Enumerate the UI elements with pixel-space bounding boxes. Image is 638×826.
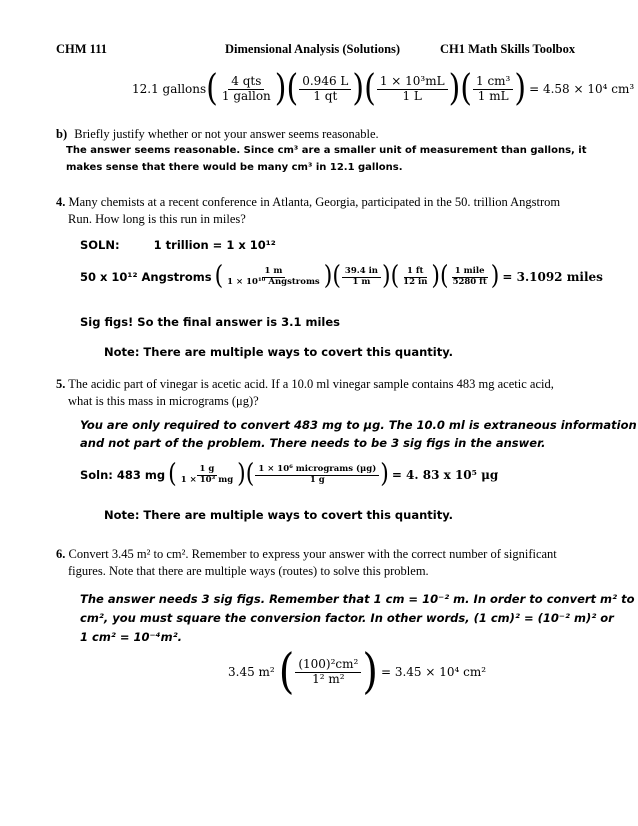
q4-factor-1: ( $\frac{1 m}{\text{1 × 10¹⁰ Angstroms}}$ ) (214, 261, 333, 292)
q4-f3-num: 1 ft (404, 267, 426, 278)
eq1-f3-den: 1 L (402, 88, 422, 103)
q6-text (56, 546, 616, 580)
q5-f2-num: 1 × 10⁶ micrograms (μg) (255, 465, 379, 476)
q6-ital-line3: 1 cm² = 10⁻⁴m². (80, 630, 182, 644)
q5-f2-den: 1 g (309, 474, 325, 485)
partb-question-row (56, 126, 379, 143)
q4-f1-num: 1 m (262, 267, 286, 278)
partb-question: Briefly justify whether or not your answer seems reasonable. (74, 127, 379, 141)
q6-number: 6. (56, 547, 66, 561)
q5-line2: what is this mass in micrograms (μg)? (68, 394, 259, 408)
q5-line1: The acidic part of vinegar is acetic acid. If a 10.0 ml vinegar sample contains 483 mg acetic acid, (68, 377, 554, 391)
q6-ital-line2: cm², you must square the conversion factor. In other words, (1 cm)² = (10⁻² m)² or (80, 611, 614, 625)
eq1-f1-den: 1 gallon (221, 88, 271, 103)
q4-f4-num: 1 mile (452, 267, 488, 278)
partb-answer-line1: The answer seems reasonable. Since cm³ are a smaller unit of measurement than gallons, it (66, 145, 587, 156)
q6-f1-den: 1² m² (312, 671, 345, 686)
partb-label: b) (56, 127, 68, 141)
q4-soln-value: 1 trillion = 1 x 10¹² (153, 238, 276, 252)
eq1-factor-1: ( $\frac{\text{4 qts}}{\text{1 gallon}}$ ) (206, 67, 287, 110)
q6-line1: Convert 3.45 m² to cm². Remember to express your answer with the correct number of significant (68, 547, 557, 561)
q6-line2: figures. Note that there are multiple ways (routes) to solve this problem. (68, 564, 429, 578)
eq1-result: = 4.58 × 10⁴ cm³ (529, 82, 635, 96)
eq1-factor-3: ( $\frac{\text{1 × 10³mL}}{1 L}$ ) (364, 67, 461, 110)
q4-f3-den: 12 in (403, 276, 428, 287)
q6-f1-num: (100)²cm² (295, 658, 361, 673)
q4-sigfigs: Sig figs! So the final answer is 3.1 miles (80, 315, 340, 329)
q4-note: Note: There are multiple ways to covert this quantity. (104, 345, 454, 359)
q5-factor-1: ( $\frac{1 g}{\text{1 × 10³ mg}}$ ) (168, 459, 246, 490)
q4-f1-den: 1 × 10¹⁰ Angstroms (227, 276, 320, 287)
eq1-f4-den: 1 mL (477, 88, 509, 103)
q5-note: Note: There are multiple ways to covert this quantity. (104, 508, 454, 522)
q4-factor-3: ( $\frac{1 ft}{12 in}$ ) (390, 261, 440, 292)
q6-lead: 3.45 m² (228, 665, 275, 679)
eq1-f1-num: 4 qts (228, 75, 264, 90)
q5-f1-num: 1 g (197, 465, 218, 476)
eq1-factor-2: ( $\frac{0.946 L}{1 qt}$ ) (286, 67, 365, 110)
q5-calculation (80, 459, 499, 490)
q4-line2: Run. How long is this run in miles? (68, 212, 246, 226)
header-toolbox: CH1 Math Skills Toolbox (440, 42, 576, 56)
equation-gallons (132, 67, 635, 110)
q4-soln-row (80, 238, 276, 252)
eq1-f3-num: 1 × 10³mL (377, 75, 448, 90)
q4-f4-den: 5280 ft (452, 276, 487, 287)
q4-calculation (80, 261, 603, 292)
q5-ital-line1: You are only required to convert 483 mg to μg. The 10.0 ml is extraneous information (80, 418, 637, 432)
q5-text (56, 376, 616, 410)
q5-number: 5. (56, 377, 66, 391)
eq1-lead: 12.1 gallons (132, 82, 207, 96)
q4-text (56, 194, 596, 228)
q6-ital-line1: The answer needs 3 sig figs. Remember that 1 cm = 10⁻² m. In order to convert m² to (80, 592, 635, 606)
q5-ital-line2: and not part of the problem. There needs to be 3 sig figs in the answer. (80, 436, 546, 450)
eq1-factor-4: ( $\frac{\text{1 cm³}}{1 mL}$ ) (460, 67, 527, 110)
q4-factor-4: ( $\frac{\text{1 mile}}{5280 ft}$ ) (439, 261, 500, 292)
q5-f1-den: 1 × 10³ mg (180, 474, 234, 485)
q5-factor-2: ( $\frac{\text{1 × 10⁶ micrograms (μg)}}{1 g}$ ) (245, 459, 389, 490)
q4-line1: Many chemists at a recent conference in Atlanta, Georgia, participated in the 50. trillion Angstrom (68, 195, 561, 209)
q6-result: = 3.45 × 10⁴ cm² (380, 665, 487, 679)
q4-soln-label: SOLN: (80, 238, 120, 252)
eq1-f2-den: 1 qt (313, 88, 338, 103)
q5-soln-lead: Soln: 483 mg (80, 468, 166, 482)
partb-answer-line2: makes sense that there would be many cm³ in 12.1 gallons. (66, 162, 403, 173)
q4-calc-lead: 50 x 10¹² Angstroms (80, 270, 212, 284)
q4-result: = 3.1092 miles (502, 270, 603, 284)
q6-calculation (228, 644, 487, 700)
q4-f2-num: 39.4 in (342, 267, 381, 278)
eq1-f4-num: 1 cm³ (473, 75, 513, 90)
q5-result: = 4. 83 x 10⁵ μg (391, 468, 499, 482)
header-course: CHM 111 (56, 42, 108, 56)
q6-factor-1: ( $\frac{\text{(100)²cm²}}{\text{1² m²}}$ ) (278, 644, 378, 700)
q4-number: 4. (56, 195, 66, 209)
header-title: Dimensional Analysis (Solutions) (225, 42, 401, 56)
q4-f2-den: 1 m (352, 276, 371, 287)
q4-factor-2: ( $\frac{39.4 in}{1 m}$ ) (332, 261, 391, 292)
eq1-f2-num: 0.946 L (299, 75, 351, 90)
